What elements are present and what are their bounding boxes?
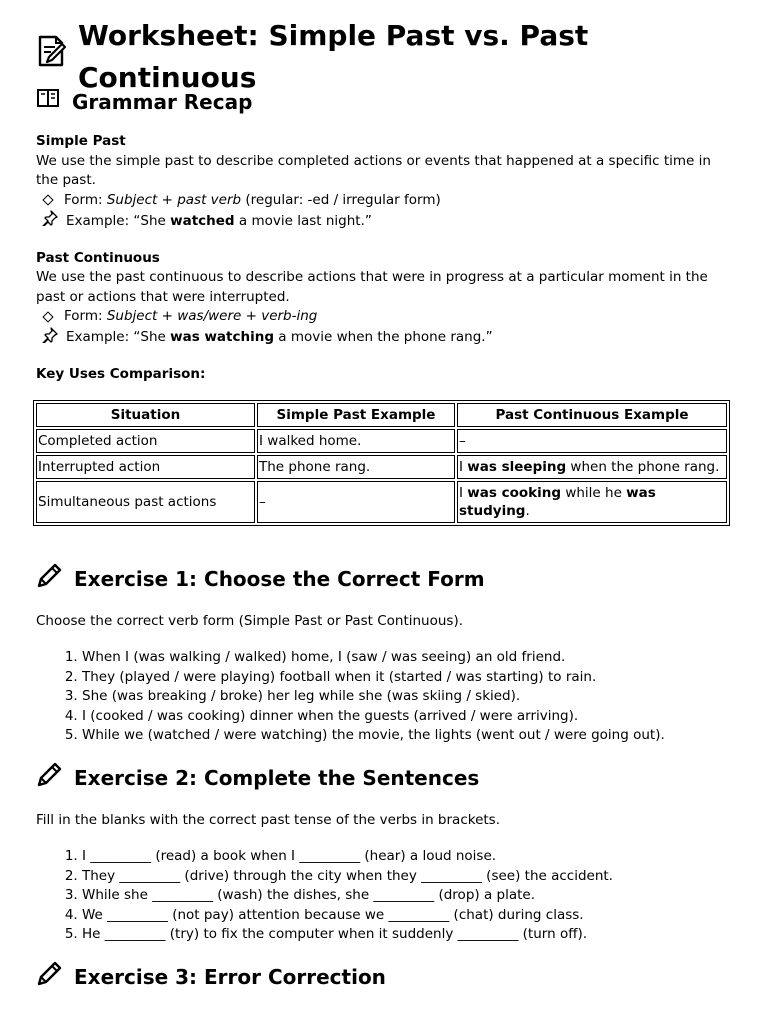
simple-past-list: [36, 191, 732, 233]
diamond-bullet-icon: [42, 311, 53, 322]
list-item: 4. We _________ (not pay) attention because we _________ (chat) during class.: [82, 906, 732, 926]
exercise1-list: [36, 648, 732, 746]
simple-past-form: [42, 191, 732, 211]
table-row: [36, 455, 727, 479]
simple-past-example: [42, 210, 732, 233]
recap-heading-text: Grammar Recap: [72, 89, 253, 114]
simple-past-cell: –: [257, 481, 455, 523]
form-note: (regular: -ed / irregular form): [241, 191, 441, 208]
table-header: Situation: [36, 403, 255, 427]
list-item: 3. She (was breaking / broke) her leg while she (was skiing / skied).: [82, 687, 732, 707]
exercise2-list: [36, 847, 732, 945]
list-item: 2. They _________ (drive) through the city when they _________ (see) the accident.: [82, 867, 732, 887]
pushpin-icon: [42, 327, 58, 350]
list-item: 5. While we (watched / were watching) the movie, the lights (went out / were going out).: [82, 726, 732, 746]
situation-cell: Simultaneous past actions: [36, 481, 255, 523]
situation-cell: Interrupted action: [36, 455, 255, 479]
title-text: Worksheet: Simple Past vs. Past Continuous: [78, 19, 589, 94]
key-uses-heading: Key Uses Comparison:: [36, 366, 206, 382]
exercise3-heading-text: Exercise 3: Error Correction: [74, 965, 386, 989]
past-continuous-subheading: Past Continuous: [36, 249, 160, 266]
past-continuous-cell: –: [457, 429, 727, 453]
example-verb: watched: [170, 212, 235, 229]
pencil-icon: [36, 961, 64, 994]
list-item: 4. I (cooked / was cooking) dinner when the guests (arrived / were arriving).: [82, 707, 732, 727]
form-label: Form:: [64, 191, 107, 208]
table-header: Simple Past Example: [257, 403, 455, 427]
diamond-bullet-icon: [42, 195, 53, 206]
situation-cell: Completed action: [36, 429, 255, 453]
pencil-icon: [36, 762, 64, 795]
past-continuous-example: [42, 327, 732, 350]
page-title: [36, 0, 732, 94]
simple-past-subheading: Simple Past: [36, 133, 126, 149]
exercise2-heading: [36, 762, 732, 795]
pencil-icon: [36, 563, 64, 596]
exercise1-heading: [36, 563, 732, 596]
example-suffix: a movie when the phone rang.”: [274, 329, 493, 345]
past-continuous-list: [36, 307, 732, 349]
list-item: 1. When I (was walking / walked) home, I (saw / was seeing) an old friend.: [82, 648, 732, 668]
simple-past-description: We use the simple past to describe completed actions or events that happened at a specific time in the past.: [36, 152, 711, 188]
example-prefix: Example: “She: [66, 212, 171, 229]
list-item: 3. While she _________ (wash) the dishes, she _________ (drop) a plate.: [82, 886, 732, 906]
pushpin-icon: [42, 210, 58, 233]
past-continuous-description: We use the past continuous to describe actions that were in progress at a particular moment in the past or actions that were interrupted.: [36, 269, 708, 305]
list-item: 5. He _________ (try) to fix the computer when it suddenly _________ (turn off).: [82, 925, 732, 945]
simple-past-cell: I walked home.: [257, 429, 455, 453]
memo-pencil-icon: [36, 34, 68, 80]
example-verb: was watching: [170, 329, 274, 345]
table-row: [36, 429, 727, 453]
exercise3-heading: [36, 961, 732, 994]
example-prefix: Example: “She: [66, 329, 171, 345]
simple-past-cell: The phone rang.: [257, 455, 455, 479]
past-continuous-cell: I was sleeping when the phone rang.: [457, 455, 727, 479]
table-row: [36, 481, 727, 523]
list-item: 2. They (played / were playing) football when it (started / was starting) to rain.: [82, 668, 732, 688]
past-continuous-form: [42, 307, 732, 327]
exercise1-heading-text: Exercise 1: Choose the Correct Form: [74, 567, 485, 591]
comparison-table: [33, 400, 730, 526]
exercise2-instructions: Fill in the blanks with the correct past tense of the verbs in brackets.: [36, 811, 501, 828]
form-formula: Subject + was/were + verb-ing: [106, 308, 318, 324]
exercise2-heading-text: Exercise 2: Complete the Sentences: [74, 766, 480, 790]
past-continuous-cell: I was cooking while he was studying.: [457, 481, 727, 523]
books-icon: [36, 87, 62, 116]
example-suffix: a movie last night.”: [234, 212, 372, 229]
list-item: 1. I _________ (read) a book when I _________ (hear) a loud noise.: [82, 847, 732, 867]
form-formula: Subject + past verb: [106, 191, 242, 208]
table-header-row: [36, 403, 727, 427]
form-label: Form:: [64, 308, 107, 324]
table-header: Past Continuous Example: [457, 403, 727, 427]
exercise1-instructions: Choose the correct verb form (Simple Past or Past Continuous).: [36, 612, 464, 629]
